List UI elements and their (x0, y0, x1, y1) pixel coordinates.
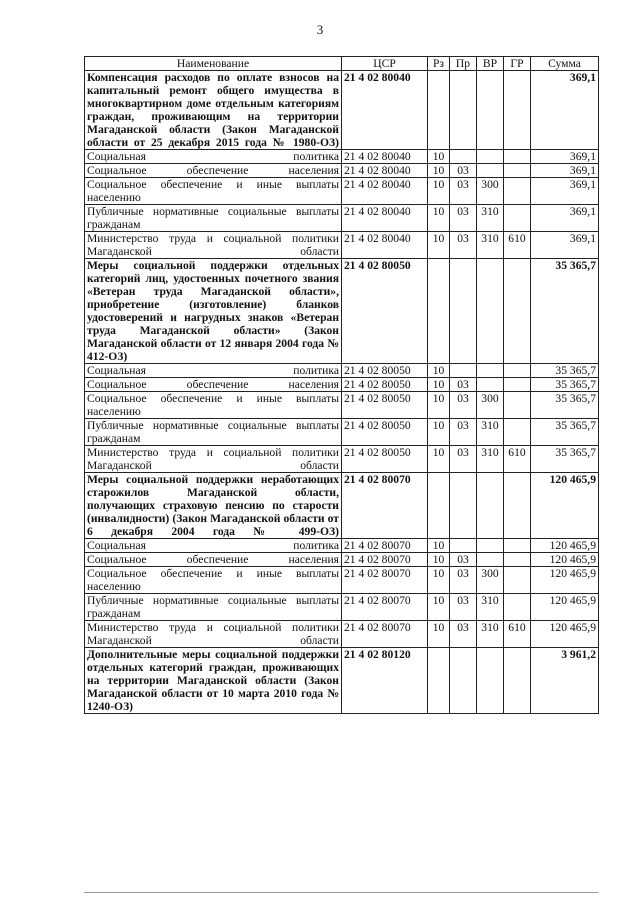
row-pr (450, 473, 477, 539)
row-csr-code: 21 4 02 80050 (342, 446, 428, 473)
header-rz: Рз (428, 57, 450, 71)
row-pr (450, 648, 477, 714)
row-name: Министерство труда и социальной политики Магаданской области (85, 621, 342, 648)
row-name: Социальное обеспечение и иные выплаты населению (85, 392, 342, 419)
table-row (85, 473, 599, 539)
row-vr (477, 539, 504, 553)
header-gr: ГР (504, 57, 531, 71)
row-sum: 120 465,9 (531, 539, 599, 553)
row-rz (428, 71, 450, 150)
row-name: Социальное обеспечение населения (85, 378, 342, 392)
table-row (85, 446, 599, 473)
row-name: Министерство труда и социальной политики Магаданской области (85, 446, 342, 473)
row-csr-code: 21 4 02 80050 (342, 259, 428, 364)
row-name: Социальная политика (85, 364, 342, 378)
row-gr (504, 378, 531, 392)
row-rz (428, 648, 450, 714)
row-vr (477, 71, 504, 150)
row-pr: 03 (450, 594, 477, 621)
row-rz: 10 (428, 419, 450, 446)
row-pr: 03 (450, 378, 477, 392)
row-vr (477, 473, 504, 539)
row-sum: 35 365,7 (531, 392, 599, 419)
row-vr (477, 259, 504, 364)
row-gr: 610 (504, 621, 531, 648)
row-pr: 03 (450, 567, 477, 594)
row-rz: 10 (428, 594, 450, 621)
row-gr (504, 259, 531, 364)
row-rz: 10 (428, 164, 450, 178)
table-row (85, 178, 599, 205)
row-gr (504, 392, 531, 419)
table-row (85, 419, 599, 446)
row-vr (477, 378, 504, 392)
row-csr-code: 21 4 02 80070 (342, 594, 428, 621)
row-pr: 03 (450, 446, 477, 473)
row-pr (450, 539, 477, 553)
row-rz: 10 (428, 205, 450, 232)
row-name: Министерство труда и социальной политики Магаданской области (85, 232, 342, 259)
row-sum: 35 365,7 (531, 378, 599, 392)
table-row (85, 232, 599, 259)
table-row (85, 71, 599, 150)
row-pr: 03 (450, 553, 477, 567)
row-gr (504, 473, 531, 539)
row-pr (450, 259, 477, 364)
row-vr: 310 (477, 621, 504, 648)
row-vr (477, 553, 504, 567)
table-row (85, 164, 599, 178)
table-row (85, 553, 599, 567)
row-gr (504, 567, 531, 594)
row-csr-code: 21 4 02 80050 (342, 419, 428, 446)
row-csr-code: 21 4 02 80050 (342, 392, 428, 419)
row-rz: 10 (428, 553, 450, 567)
row-csr-code: 21 4 02 80040 (342, 164, 428, 178)
row-name: Социальное обеспечение и иные выплаты населению (85, 567, 342, 594)
row-gr (504, 164, 531, 178)
row-pr (450, 71, 477, 150)
table-row (85, 150, 599, 164)
row-csr-code: 21 4 02 80040 (342, 71, 428, 150)
row-rz: 10 (428, 567, 450, 594)
row-name: Меры социальной поддержки неработающих старожилов Магаданской области, получающих страховую пенсию по старости (инвалидности) (Закон Магаданской области от 6 декабря 2004 года № 499-ОЗ) (85, 473, 342, 539)
page-bottom-rule (84, 892, 598, 893)
row-sum: 35 365,7 (531, 419, 599, 446)
row-name: Меры социальной поддержки отдельных категорий лиц, удостоенных почетного звания «Ветеран труда Магаданской области», приобретение (изготовление) бланков удостоверений и нагрудных знаков «Ветеран труда Магаданской области» (Закон Магаданской области от 12 января 2004 года № 412-ОЗ) (85, 259, 342, 364)
row-gr (504, 150, 531, 164)
row-pr (450, 150, 477, 164)
row-gr (504, 553, 531, 567)
row-sum: 369,1 (531, 150, 599, 164)
row-sum: 369,1 (531, 205, 599, 232)
row-sum: 369,1 (531, 71, 599, 150)
row-rz: 10 (428, 378, 450, 392)
row-csr-code: 21 4 02 80050 (342, 364, 428, 378)
row-rz: 10 (428, 539, 450, 553)
row-sum: 369,1 (531, 178, 599, 205)
row-pr: 03 (450, 419, 477, 446)
row-gr (504, 71, 531, 150)
row-csr-code: 21 4 02 80070 (342, 473, 428, 539)
row-vr (477, 364, 504, 378)
row-vr: 300 (477, 567, 504, 594)
row-gr (504, 364, 531, 378)
row-sum: 120 465,9 (531, 567, 599, 594)
row-name: Социальное обеспечение населения (85, 164, 342, 178)
row-pr: 03 (450, 205, 477, 232)
row-vr: 300 (477, 392, 504, 419)
table-row (85, 594, 599, 621)
row-vr: 310 (477, 594, 504, 621)
row-sum: 35 365,7 (531, 364, 599, 378)
row-name: Компенсация расходов по оплате взносов на капитальный ремонт общего имущества в многоквартирном доме отдельным категориям граждан, проживающим на территории Магаданской области (Закон Магаданской области от 25 декабря 2015 года № 1980-ОЗ) (85, 71, 342, 150)
row-gr (504, 178, 531, 205)
row-rz: 10 (428, 446, 450, 473)
row-vr (477, 164, 504, 178)
table-row (85, 378, 599, 392)
row-sum: 120 465,9 (531, 473, 599, 539)
row-rz: 10 (428, 364, 450, 378)
row-sum: 120 465,9 (531, 553, 599, 567)
row-rz: 10 (428, 621, 450, 648)
row-gr (504, 205, 531, 232)
row-name: Социальная политика (85, 150, 342, 164)
table-row (85, 259, 599, 364)
table-header-row (85, 57, 599, 71)
table-row (85, 539, 599, 553)
table-body (85, 71, 599, 714)
row-gr: 610 (504, 446, 531, 473)
table-row (85, 621, 599, 648)
row-name: Социальное обеспечение населения (85, 553, 342, 567)
table-row (85, 648, 599, 714)
row-vr: 300 (477, 178, 504, 205)
row-vr: 310 (477, 419, 504, 446)
table-row (85, 364, 599, 378)
row-rz: 10 (428, 178, 450, 205)
row-csr-code: 21 4 02 80050 (342, 378, 428, 392)
row-gr (504, 539, 531, 553)
row-sum: 120 465,9 (531, 594, 599, 621)
row-gr (504, 648, 531, 714)
row-csr-code: 21 4 02 80070 (342, 553, 428, 567)
row-name: Социальное обеспечение и иные выплаты населению (85, 178, 342, 205)
row-vr: 310 (477, 446, 504, 473)
header-name: Наименование (85, 57, 342, 71)
row-csr-code: 21 4 02 80040 (342, 232, 428, 259)
row-rz: 10 (428, 150, 450, 164)
row-sum: 369,1 (531, 232, 599, 259)
row-name: Публичные нормативные социальные выплаты гражданам (85, 205, 342, 232)
row-rz: 10 (428, 392, 450, 419)
header-pr: Пр (450, 57, 477, 71)
row-rz (428, 473, 450, 539)
header-csr: ЦСР (342, 57, 428, 71)
row-csr-code: 21 4 02 80040 (342, 150, 428, 164)
budget-table (84, 56, 599, 714)
row-gr (504, 594, 531, 621)
table-row (85, 392, 599, 419)
table-row (85, 205, 599, 232)
row-sum: 35 365,7 (531, 446, 599, 473)
row-pr: 03 (450, 164, 477, 178)
row-csr-code: 21 4 02 80070 (342, 539, 428, 553)
row-rz: 10 (428, 232, 450, 259)
row-csr-code: 21 4 02 80070 (342, 621, 428, 648)
row-pr: 03 (450, 392, 477, 419)
row-pr: 03 (450, 178, 477, 205)
row-sum: 369,1 (531, 164, 599, 178)
row-vr (477, 150, 504, 164)
row-sum: 120 465,9 (531, 621, 599, 648)
row-vr (477, 648, 504, 714)
row-name: Дополнительные меры социальной поддержки отдельных категорий граждан, проживающих на территории Магаданской области (Закон Магаданской области от 10 марта 2010 года № 1240-ОЗ) (85, 648, 342, 714)
table-row (85, 567, 599, 594)
row-gr: 610 (504, 232, 531, 259)
row-name: Социальная политика (85, 539, 342, 553)
row-csr-code: 21 4 02 80120 (342, 648, 428, 714)
row-rz (428, 259, 450, 364)
row-sum: 3 961,2 (531, 648, 599, 714)
row-pr: 03 (450, 621, 477, 648)
row-pr: 03 (450, 232, 477, 259)
row-csr-code: 21 4 02 80070 (342, 567, 428, 594)
row-vr: 310 (477, 205, 504, 232)
row-sum: 35 365,7 (531, 259, 599, 364)
header-sum: Сумма (531, 57, 599, 71)
row-vr: 310 (477, 232, 504, 259)
header-vr: ВР (477, 57, 504, 71)
row-pr (450, 364, 477, 378)
row-name: Публичные нормативные социальные выплаты гражданам (85, 594, 342, 621)
row-gr (504, 419, 531, 446)
row-csr-code: 21 4 02 80040 (342, 205, 428, 232)
page-number: 3 (316, 22, 324, 37)
row-name: Публичные нормативные социальные выплаты гражданам (85, 419, 342, 446)
row-csr-code: 21 4 02 80040 (342, 178, 428, 205)
